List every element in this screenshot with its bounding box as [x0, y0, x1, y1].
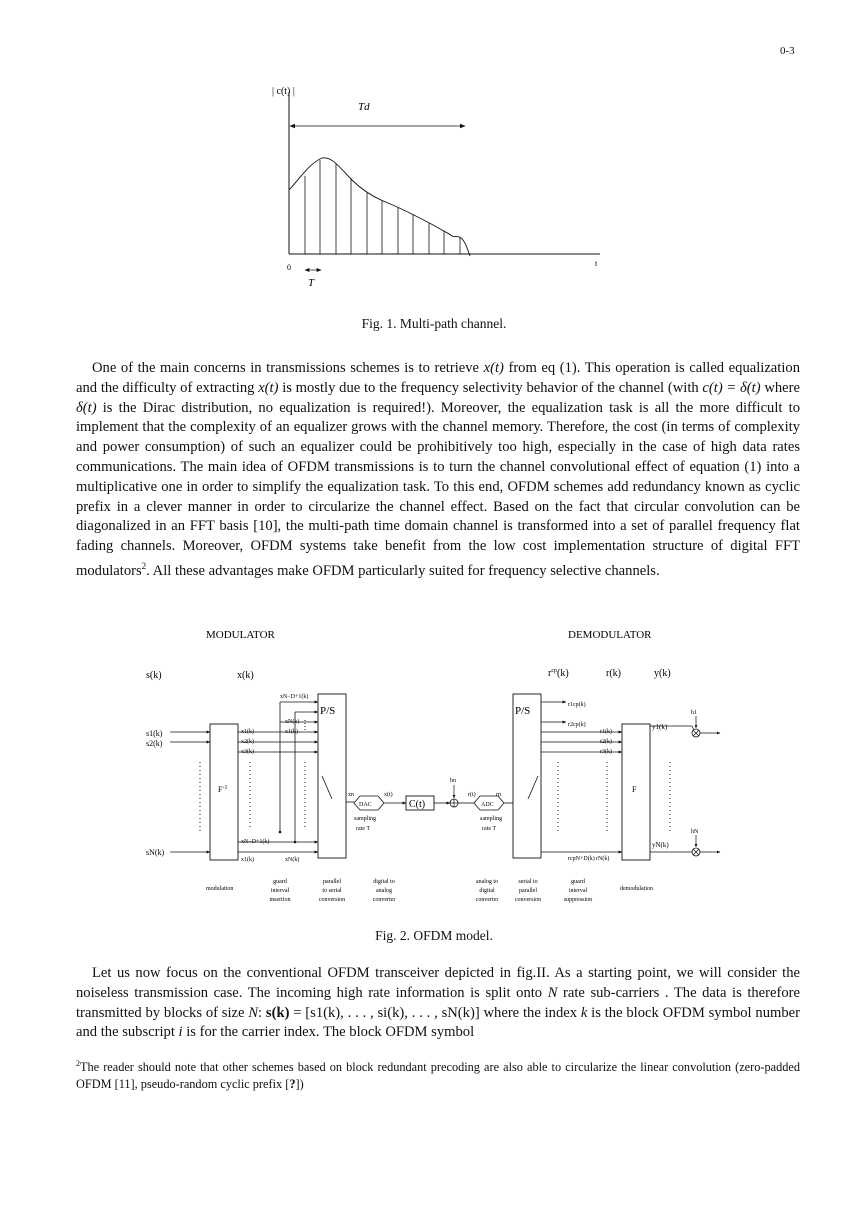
footnote-text: The reader should note that other schemes based on block redundant precoding are also able to circularize the linear convolution (zero-padded OFDM [11], pseudo-random cyclic prefix [	[76, 1060, 800, 1092]
math-run: x(t)	[258, 379, 279, 396]
unresolved-citation: ?	[289, 1077, 296, 1092]
ifft-label: $F^{-1}$	[218, 785, 228, 794]
ifft-output-lines	[238, 702, 318, 852]
input-sN: sN(k)	[146, 848, 165, 857]
demodulator-title: DEMODULATOR	[568, 629, 652, 641]
text-run: = [s1(k), . . . , si(k), . . . , sN(k)] where the index	[289, 1004, 581, 1021]
r2-label: r2(k)	[600, 739, 612, 745]
x1-label-b: x1(k)	[241, 857, 254, 863]
x-top-label: xN−D+1(k)	[280, 694, 309, 700]
stage-demodulation: demodulation	[620, 886, 653, 892]
paragraph-2	[76, 964, 800, 1043]
math-run: x(t)	[483, 360, 504, 376]
stage-a2d: analog to digital converter	[475, 879, 499, 903]
stage-d2a: digital to analog converter	[372, 879, 396, 903]
xN-label-b: xN(k)	[285, 857, 300, 863]
text-run: . All these advantages make OFDM particularly suited for frequency selective channels.	[146, 562, 660, 579]
stage-p2s: parallel to serial conversion	[318, 879, 346, 903]
ps-block-rx	[513, 694, 541, 858]
math-run: N	[248, 1004, 259, 1021]
r1cp-label: r1cp(k)	[568, 702, 586, 708]
footnote	[76, 1055, 800, 1093]
footnote-mark: 2	[76, 1059, 80, 1068]
xn-label: xn	[348, 792, 354, 798]
label-sk: s(k)	[146, 670, 162, 681]
text-run: rate sub-carriers . The data is therefore transmitted by blocks of size	[76, 984, 800, 1021]
stage-guard-suppression: guard interval suppression	[563, 879, 593, 903]
rcpND-label: rcpN+D(k)	[568, 856, 595, 862]
yN-label: yN(k)	[652, 841, 669, 849]
label-yk: y(k)	[654, 668, 671, 679]
text-run: :	[258, 1004, 266, 1021]
bn-label: bn	[450, 778, 456, 784]
rate-label-rx: rate T	[482, 826, 497, 832]
text-run: where	[760, 379, 800, 396]
fig1-envelope-curve	[289, 158, 470, 256]
xt-label: x(t)	[384, 792, 393, 798]
fft-label: F	[632, 785, 637, 794]
math-run: i	[178, 1024, 183, 1041]
fig1-tick-label: T	[308, 277, 315, 289]
modulator-title: MODULATOR	[206, 629, 275, 641]
figure-2-ofdm-model	[130, 622, 740, 912]
text-run: from eq (1). This operation is called equalization and the difficulty of extracting	[76, 360, 800, 396]
x2-label: x2(k)	[241, 739, 254, 745]
text-run: is the Dirac distribution, no equalization is required!). Moreover, the equalization task is all the more difficult to implement that the complexity of an equalizer grows with the channel memory. Therefore, the cost (in terms of complexity and power consumption) of such an equalizer could be prohibitively too high, especially in the case of high data rates communications. The main idea of OFDM transmissions is to turn the channel convolutional effect of equation (1) into a multiplicative one in order to simplify the equalization task. To this end, OFDM schemes add redundancy known as cyclic prefix in a clever manner in order to circularize the channel effect. Based on the fact that circular convolution can be diagonalized in an FFT basis [10], the multi-path time domain channel is transformed into a set of parallel frequency flat fading channels. Moreover, OFDM systems take benefit from the low cost implementation structure of digital FFT modulators	[76, 399, 800, 579]
adc-label: ADC	[481, 802, 494, 808]
rate-label-tx: rate T	[356, 826, 371, 832]
h1-label: h1	[691, 710, 697, 716]
channel-label: C(t)	[409, 799, 426, 810]
y1-label: y1(k)	[652, 723, 668, 731]
input-s1: s1(k)	[146, 729, 163, 738]
figure-1-multipath-channel	[260, 78, 620, 293]
xN-label-a: xN(k)	[285, 719, 300, 725]
x1-label: x1(k)	[241, 729, 254, 735]
fig1-y-label: | c(t) |	[272, 86, 295, 97]
text-run: is the block OFDM symbol number and the subscript	[76, 1004, 800, 1041]
stage-modulation: modulation	[206, 886, 234, 892]
math-run: c(t) = δ(t)	[702, 379, 761, 396]
junction	[279, 831, 282, 834]
junction	[294, 841, 297, 844]
ps-label-rx: P/S	[515, 705, 531, 717]
ifft-block	[210, 724, 238, 860]
fig1-origin-label: 0	[287, 263, 291, 272]
text-run: Let us now focus on the conventional OFDM transceiver depicted in fig.II. As a starting point, we will consider the noiseless transmission case. The incoming high rate information is split onto	[76, 965, 800, 1001]
sp-output-lines	[541, 702, 692, 852]
figure-1-caption: Fig. 1. Multi-path channel.	[361, 316, 507, 331]
text-run: is for the carrier index. The block OFDM symbol	[182, 1024, 475, 1041]
r1-label: r1(k)	[600, 729, 612, 735]
stage-s2p: serial to parallel conversion	[514, 879, 542, 903]
dac-label: DAC	[359, 802, 372, 808]
text-run: is mostly due to the frequency selectivity behavior of the channel (with	[278, 379, 703, 396]
stage-guard-insertion: guard interval insertion	[269, 879, 291, 903]
ps-label-tx: P/S	[320, 705, 336, 717]
sampling-label-rx: sampling	[480, 816, 502, 822]
rt-label: r(t)	[468, 792, 476, 798]
rn-label: rn	[496, 792, 501, 798]
hN-label: hN	[691, 829, 699, 835]
label-rcpk: $r^{cp}(k)$	[548, 668, 569, 679]
math-run: k	[580, 1004, 588, 1021]
input-s2: s2(k)	[146, 739, 163, 748]
input-arrows	[170, 732, 210, 852]
rN-label: rN(k)	[596, 856, 610, 862]
page-number: 0-3	[780, 45, 795, 57]
fig1-x-label: t	[595, 259, 598, 268]
label-xk: x(k)	[237, 670, 254, 681]
math-run: δ(t)	[76, 399, 97, 416]
math-run: s(k)	[265, 1004, 290, 1021]
mult-in-1	[692, 726, 694, 730]
paragraph-1	[76, 359, 800, 582]
x1-label-a: x1(k)	[285, 729, 298, 735]
label-rk: r(k)	[606, 668, 621, 679]
figure-2-caption: Fig. 2. OFDM model.	[375, 928, 493, 943]
fig1-span-label: Td	[358, 101, 370, 113]
r3-label: r3(k)	[600, 749, 612, 755]
text-run: One of the main concerns in transmissions schemes is to retrieve	[92, 360, 484, 376]
r2cp-label: r2cp(k)	[568, 722, 586, 728]
math-run: N	[547, 984, 558, 1001]
sampling-label-tx: sampling	[354, 816, 376, 822]
fig1-taps	[305, 160, 460, 254]
x3-label: x3(k)	[241, 749, 254, 755]
footnote-mark: 2	[141, 560, 147, 571]
xND1-label: xN−D+1(k)	[241, 839, 270, 845]
footnote-tail: ])	[295, 1077, 304, 1092]
